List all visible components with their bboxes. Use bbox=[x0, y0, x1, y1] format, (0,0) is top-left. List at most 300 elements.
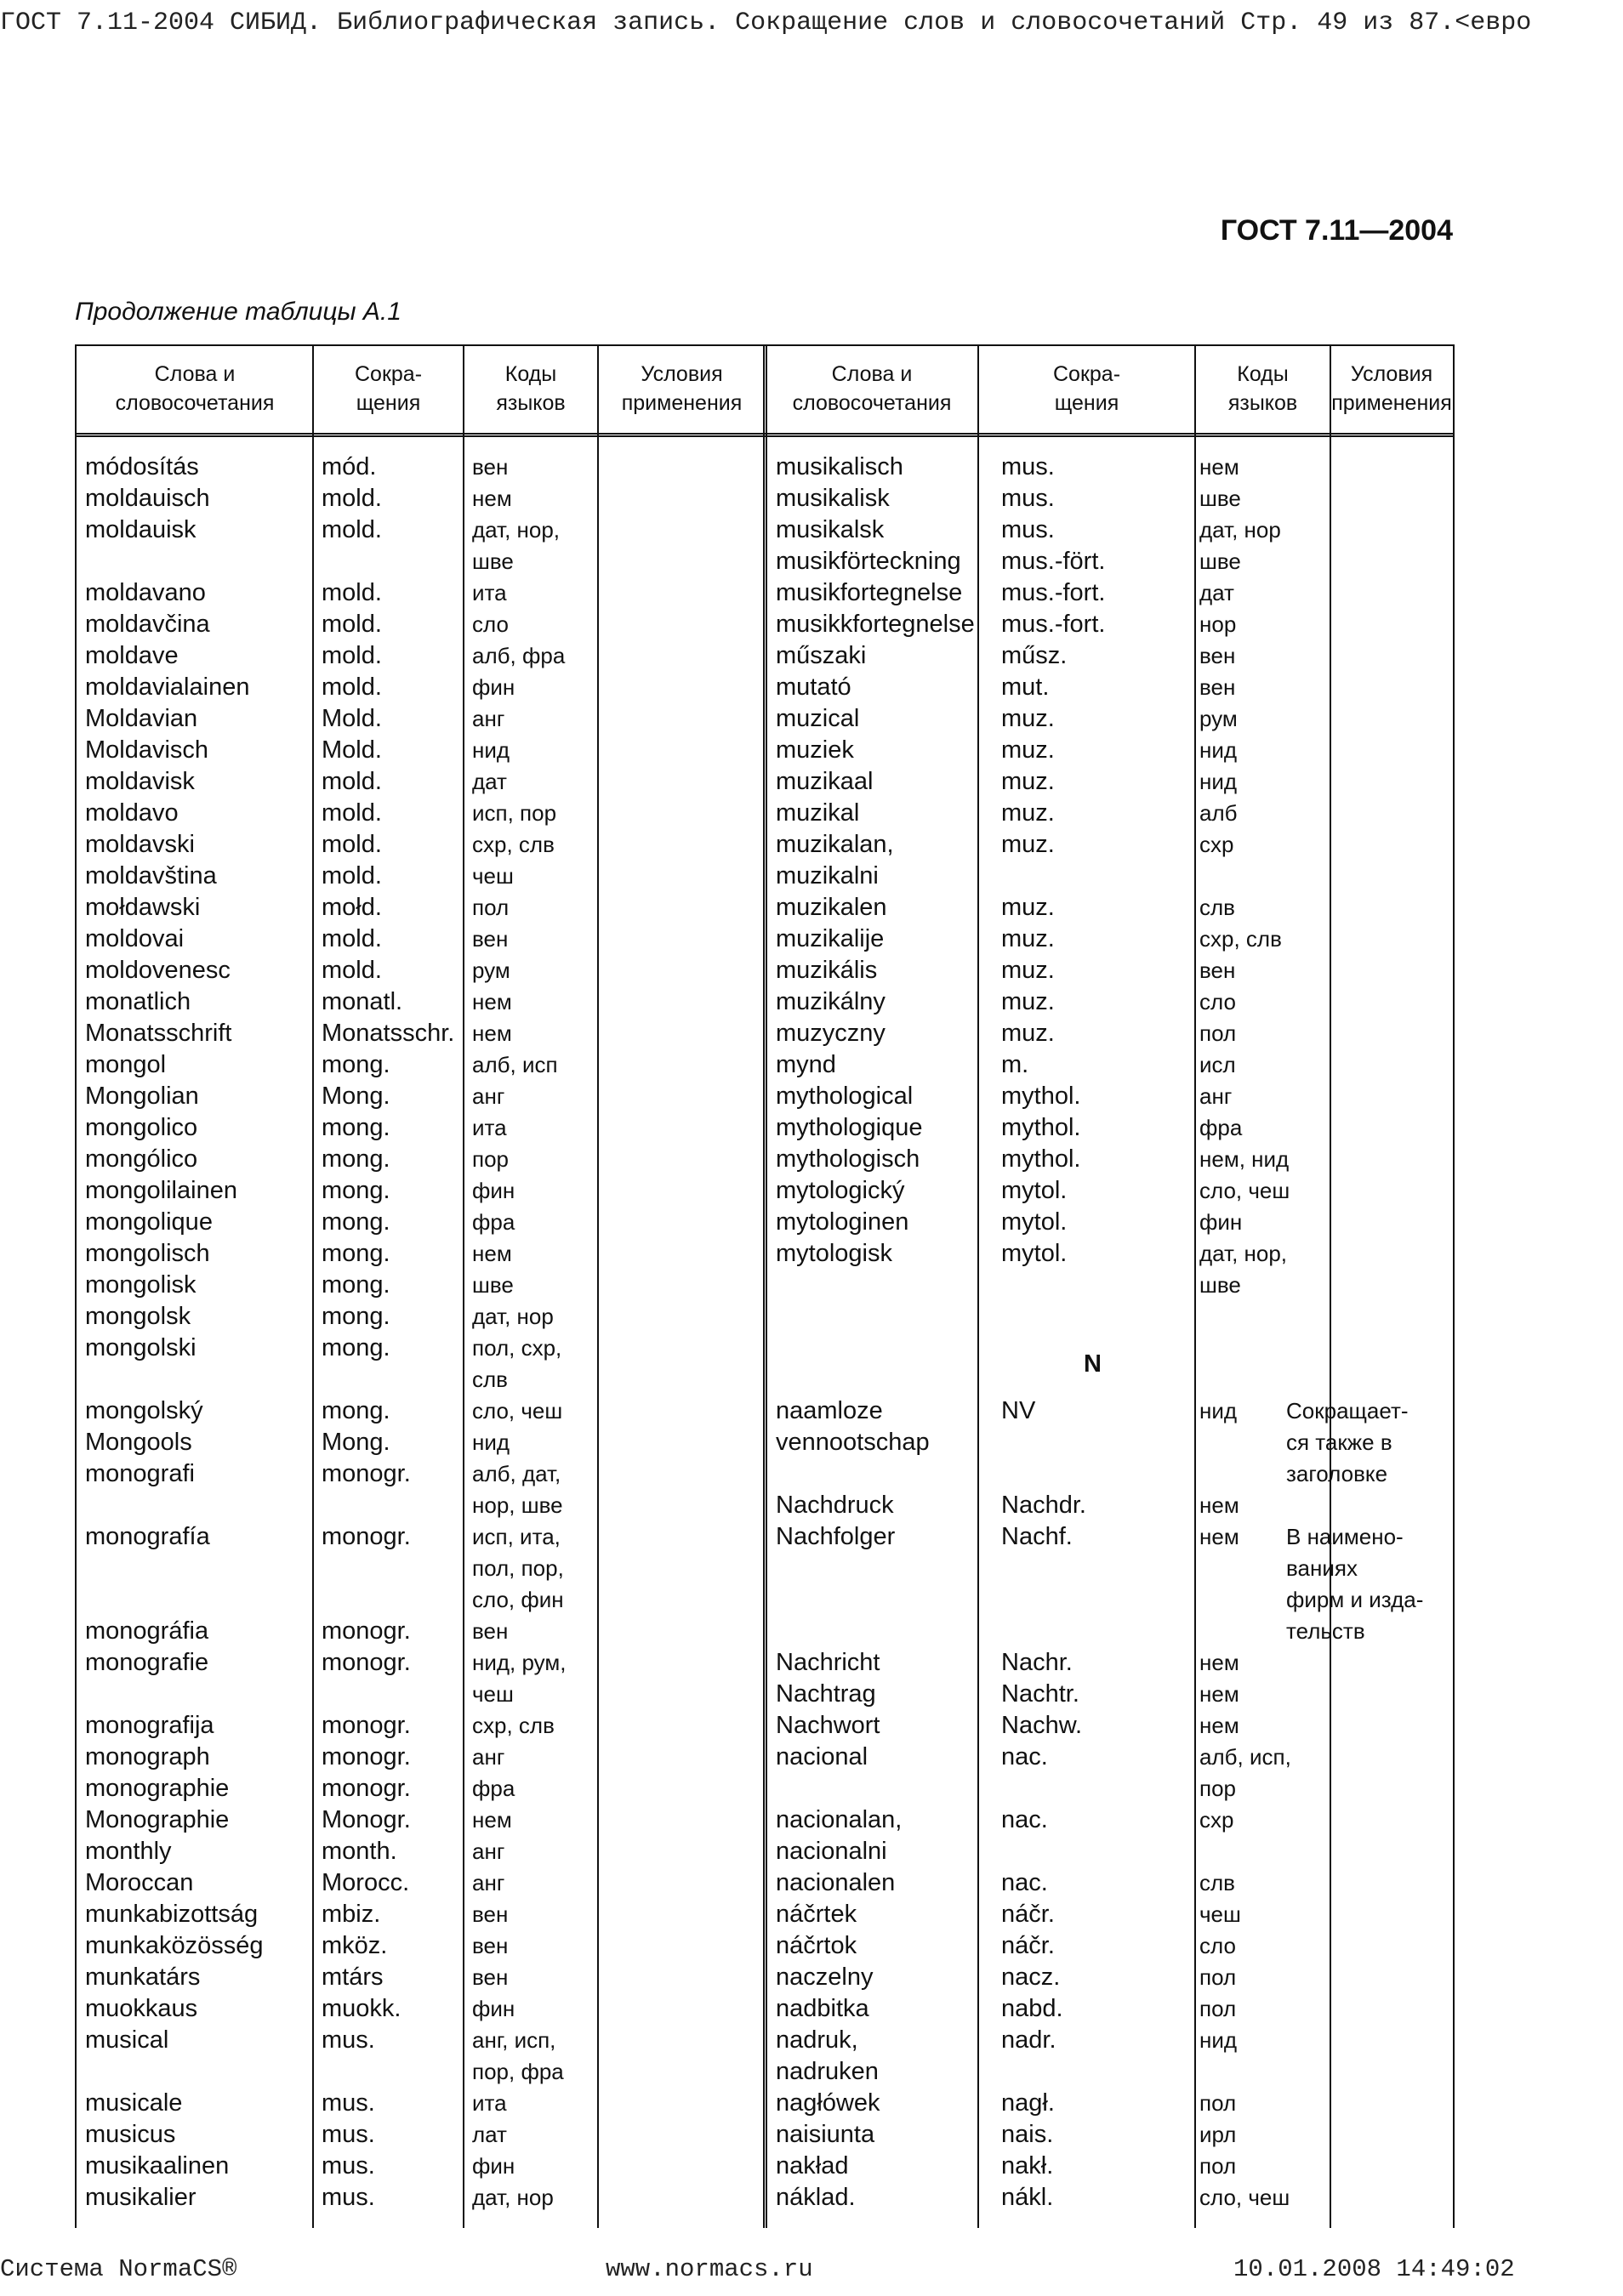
lang-cell: анг bbox=[472, 1870, 505, 1895]
word-cell: monográfia bbox=[85, 1617, 209, 1645]
abbrev-cell: monogr. bbox=[322, 1649, 411, 1676]
word-cell: monografija bbox=[85, 1712, 214, 1739]
lang-cell: шве bbox=[1199, 1272, 1241, 1298]
abbrev-cell: Mold. bbox=[322, 736, 382, 764]
condition-cell: ся также в bbox=[1286, 1429, 1392, 1455]
header-cell: Условия применения bbox=[621, 362, 743, 415]
footer-url: www.normacs.ru bbox=[606, 2255, 813, 2283]
word-cell: Mongools bbox=[85, 1429, 192, 1456]
lang-cell: дат, нор, bbox=[472, 517, 561, 543]
condition-cell: В наимено- bbox=[1286, 1524, 1404, 1549]
word-cell: náčrtok bbox=[776, 1932, 857, 1959]
word-cell: mongolico bbox=[85, 1114, 198, 1141]
word-cell: mongolsk bbox=[85, 1303, 191, 1330]
lang-cell: пор bbox=[1199, 1776, 1236, 1801]
abbrev-cell: nagł. bbox=[1001, 2089, 1055, 2117]
word-cell: monografie bbox=[85, 1649, 209, 1676]
word-cell: munkabizottság bbox=[85, 1901, 259, 1928]
abbrev-cell: nais. bbox=[1001, 2121, 1054, 2148]
footer-system: Система NormaCS® bbox=[0, 2255, 237, 2283]
lang-cell: фра bbox=[472, 1209, 515, 1235]
lang-cell: сло, фин bbox=[472, 1587, 564, 1612]
abbrev-cell: monogr. bbox=[322, 1712, 411, 1739]
lang-cell: вен bbox=[1199, 643, 1236, 668]
abbrev-cell: muz. bbox=[1001, 768, 1055, 795]
lang-cell: алб, исп, bbox=[1199, 1744, 1291, 1770]
column-divider bbox=[977, 344, 979, 2228]
lang-cell: пол bbox=[472, 895, 510, 920]
lang-cell: вен bbox=[1199, 674, 1236, 700]
word-cell: musikförteckning bbox=[776, 548, 961, 575]
abbrev-cell: Morocc. bbox=[322, 1869, 410, 1896]
word-cell: monatlich bbox=[85, 988, 191, 1015]
abbrev-cell: muz. bbox=[1001, 988, 1055, 1015]
word-cell: musicus bbox=[85, 2121, 176, 2148]
lang-cell: нем bbox=[1199, 1713, 1239, 1738]
lang-cell: чеш bbox=[472, 1681, 514, 1707]
lang-cell: пол bbox=[1199, 1996, 1237, 2021]
lang-cell: нем bbox=[472, 1241, 512, 1266]
word-cell: muzikaal bbox=[776, 768, 874, 795]
abbrev-cell: mus. bbox=[322, 2121, 375, 2148]
word-cell: muziek bbox=[776, 736, 854, 764]
abbrev-cell: Monatsschr. bbox=[322, 1020, 455, 1047]
abbrev-cell: nacz. bbox=[1001, 1964, 1061, 1991]
abbrev-cell: mód. bbox=[322, 453, 377, 480]
header-cell: Коды языков bbox=[496, 362, 566, 415]
word-cell: mytologinen bbox=[776, 1208, 909, 1236]
abbrev-cell: muokk. bbox=[322, 1995, 401, 2022]
lang-cell: исп, ита, bbox=[472, 1524, 561, 1549]
lang-cell: ирл bbox=[1199, 2122, 1237, 2147]
word-cell: monograph bbox=[85, 1743, 210, 1770]
lang-cell: нид bbox=[472, 1429, 510, 1455]
abbrev-cell: m. bbox=[1001, 1051, 1029, 1078]
word-cell: munkaközösség bbox=[85, 1932, 264, 1959]
word-cell: musikalisk bbox=[776, 485, 890, 512]
lang-cell: нем bbox=[472, 989, 512, 1014]
lang-cell: нор bbox=[1199, 611, 1237, 637]
word-cell: Mongolian bbox=[85, 1083, 199, 1110]
word-cell: mongol bbox=[85, 1051, 167, 1078]
header-cell: Сокра- щения bbox=[354, 362, 423, 415]
lang-cell: нем bbox=[1199, 1492, 1239, 1518]
abbrev-cell: mus. bbox=[322, 2089, 375, 2117]
lang-cell: сло, чеш bbox=[472, 1398, 563, 1424]
abbrev-cell: monogr. bbox=[322, 1775, 411, 1802]
lang-cell: нем bbox=[1199, 454, 1239, 480]
abbrev-cell: mold. bbox=[322, 862, 382, 889]
lang-cell: шве bbox=[1199, 548, 1241, 574]
word-cell: nagłówek bbox=[776, 2089, 880, 2117]
word-cell: nacionalen bbox=[776, 1869, 896, 1896]
lang-cell: схр, слв bbox=[1199, 926, 1282, 952]
abbrev-cell: mong. bbox=[322, 1271, 390, 1299]
abbrev-cell: nac. bbox=[1001, 1806, 1048, 1833]
word-cell: Nachtrag bbox=[776, 1680, 876, 1708]
abbrev-cell: Nachdr. bbox=[1001, 1492, 1086, 1519]
abbrev-cell: mytol. bbox=[1001, 1208, 1068, 1236]
document-code: ГОСТ 7.11—2004 bbox=[1220, 214, 1453, 247]
abbrev-cell: Nachf. bbox=[1001, 1523, 1073, 1550]
word-cell: muzikálny bbox=[776, 988, 886, 1015]
lang-cell: фин bbox=[472, 2153, 515, 2179]
word-cell: monografi bbox=[85, 1460, 195, 1487]
word-cell: naczelny bbox=[776, 1964, 874, 1991]
word-cell: nadruk, bbox=[776, 2026, 858, 2054]
abbrev-cell: mold. bbox=[322, 925, 382, 952]
abbrev-cell: mythol. bbox=[1001, 1083, 1081, 1110]
abbrev-cell: nac. bbox=[1001, 1743, 1048, 1770]
word-cell: Nachricht bbox=[776, 1649, 880, 1676]
lang-cell: шве bbox=[1199, 486, 1241, 511]
lang-cell: алб, фра bbox=[472, 643, 566, 668]
abbrev-cell: nákl. bbox=[1001, 2184, 1054, 2211]
abbrev-cell: nac. bbox=[1001, 1869, 1048, 1896]
lang-cell: алб, исп bbox=[472, 1052, 558, 1077]
word-cell: nadruken bbox=[776, 2058, 879, 2085]
lang-cell: вен bbox=[472, 1901, 509, 1927]
lang-cell: сло, чеш bbox=[1199, 2185, 1290, 2210]
header-cell: Сокра- щения bbox=[1052, 362, 1121, 415]
word-cell: musikfortegnelse bbox=[776, 579, 963, 606]
abbrev-cell: muz. bbox=[1001, 799, 1055, 827]
abbrev-cell: muz. bbox=[1001, 736, 1055, 764]
word-cell: muzikalije bbox=[776, 925, 885, 952]
abbrev-cell: monogr. bbox=[322, 1460, 411, 1487]
word-cell: mongolský bbox=[85, 1397, 203, 1424]
abbrev-cell: mold. bbox=[322, 831, 382, 858]
word-cell: mołdawski bbox=[85, 894, 201, 921]
abbrev-cell: Mong. bbox=[322, 1083, 390, 1110]
abbrev-cell: mut. bbox=[1001, 673, 1050, 701]
condition-cell: тельств bbox=[1286, 1618, 1365, 1644]
lang-cell: фин bbox=[472, 674, 515, 700]
word-cell: moldavisk bbox=[85, 768, 195, 795]
word-cell: mongólico bbox=[85, 1145, 198, 1173]
abbrev-cell: mus. bbox=[1001, 516, 1055, 543]
word-cell: nacionalni bbox=[776, 1838, 887, 1865]
section-letter: N bbox=[1084, 1350, 1102, 1378]
abbrev-cell: náčr. bbox=[1001, 1932, 1055, 1959]
lang-cell: чеш bbox=[1199, 1901, 1241, 1927]
word-cell: naisiunta bbox=[776, 2121, 875, 2148]
lang-cell: дат, нор, bbox=[1199, 1241, 1288, 1266]
abbrev-cell: monogr. bbox=[322, 1743, 411, 1770]
abbrev-cell: mong. bbox=[322, 1397, 390, 1424]
word-cell: musikalisch bbox=[776, 453, 903, 480]
abbrev-cell: mong. bbox=[322, 1334, 390, 1361]
lang-cell: пол bbox=[1199, 2090, 1237, 2116]
abbrev-cell: Monogr. bbox=[322, 1806, 411, 1833]
word-cell: Nachwort bbox=[776, 1712, 880, 1739]
lang-cell: нид bbox=[472, 737, 510, 763]
lang-cell: исп, пор bbox=[472, 800, 557, 826]
abbrev-cell: mus.-fort. bbox=[1001, 579, 1106, 606]
word-cell: Moldavian bbox=[85, 705, 198, 732]
word-cell: monographie bbox=[85, 1775, 230, 1802]
lang-cell: фин bbox=[472, 1996, 515, 2021]
abbrev-cell: mold. bbox=[322, 611, 382, 638]
lang-cell: анг bbox=[472, 1083, 505, 1109]
column-divider bbox=[1194, 344, 1196, 2228]
word-cell: moldavski bbox=[85, 831, 195, 858]
lang-cell: рум bbox=[472, 958, 510, 983]
lang-cell: пор, фра bbox=[472, 2059, 564, 2084]
word-cell: musikalsk bbox=[776, 516, 885, 543]
abbrev-cell: mus. bbox=[322, 2152, 375, 2179]
lang-cell: анг bbox=[472, 1839, 505, 1864]
abbrev-cell: mold. bbox=[322, 579, 382, 606]
lang-cell: ита bbox=[472, 580, 507, 605]
abbrev-cell: Nachw. bbox=[1001, 1712, 1083, 1739]
abbrev-cell: mong. bbox=[322, 1177, 390, 1204]
lang-cell: алб, дат, bbox=[472, 1461, 561, 1486]
word-cell: moldovai bbox=[85, 925, 185, 952]
lang-cell: пол, пор, bbox=[472, 1555, 564, 1581]
lang-cell: сло bbox=[1199, 989, 1236, 1014]
abbrev-cell: mold. bbox=[322, 957, 382, 984]
page-top-bar: ГОСТ 7.11-2004 СИБИД. Библиографическая запись. Сокращение слов и словосочетаний Стр. 49 из 87.<евро bbox=[0, 9, 1532, 37]
lang-cell: дат bbox=[1199, 580, 1234, 605]
abbrev-cell: mköz. bbox=[322, 1932, 388, 1959]
abbrev-cell: NV bbox=[1001, 1397, 1036, 1424]
abbreviation-table bbox=[75, 344, 1455, 2228]
word-cell: musikalier bbox=[85, 2184, 196, 2211]
word-cell: Nachfolger bbox=[776, 1523, 896, 1550]
word-cell: műszaki bbox=[776, 642, 867, 669]
abbrev-cell: náčr. bbox=[1001, 1901, 1055, 1928]
abbrev-cell: mtárs bbox=[322, 1964, 384, 1991]
abbrev-cell: mold. bbox=[322, 768, 382, 795]
lang-cell: нид bbox=[1199, 769, 1238, 794]
word-cell: Moroccan bbox=[85, 1869, 194, 1896]
lang-cell: алб bbox=[1199, 800, 1238, 826]
abbrev-cell: mus.-fört. bbox=[1001, 548, 1106, 575]
word-cell: Nachdruck bbox=[776, 1492, 894, 1519]
lang-cell: нид, рум, bbox=[472, 1650, 567, 1675]
header-cell: Слова и словосочетания bbox=[792, 362, 952, 415]
lang-cell: ита bbox=[472, 2090, 507, 2116]
word-cell: mythological bbox=[776, 1083, 914, 1110]
lang-cell: нид bbox=[1199, 2027, 1238, 2053]
column-divider bbox=[1330, 344, 1331, 2228]
word-cell: náklad. bbox=[776, 2184, 856, 2211]
word-cell: nakład bbox=[776, 2152, 849, 2179]
word-cell: musikkfortegnelse bbox=[776, 611, 975, 638]
lang-cell: фра bbox=[472, 1776, 515, 1801]
column-divider bbox=[463, 344, 464, 2228]
abbrev-cell: nabd. bbox=[1001, 1995, 1063, 2022]
lang-cell: нем bbox=[472, 486, 512, 511]
word-cell: mongolique bbox=[85, 1208, 213, 1236]
lang-cell: пол bbox=[1199, 2153, 1237, 2179]
word-cell: vennootschap bbox=[776, 1429, 930, 1456]
header-cell: Коды языков bbox=[1227, 362, 1298, 415]
abbrev-cell: mold. bbox=[322, 516, 382, 543]
abbrev-cell: monogr. bbox=[322, 1617, 411, 1645]
abbrev-cell: monogr. bbox=[322, 1523, 411, 1550]
word-cell: mutató bbox=[776, 673, 851, 701]
lang-cell: нем bbox=[1199, 1681, 1239, 1707]
lang-cell: сло bbox=[1199, 1933, 1236, 1958]
abbrev-cell: nadr. bbox=[1001, 2026, 1056, 2054]
lang-cell: вен bbox=[472, 454, 509, 480]
column-divider bbox=[763, 344, 767, 2228]
abbrev-cell: mus. bbox=[322, 2026, 375, 2054]
word-cell: muzikal bbox=[776, 799, 860, 827]
word-cell: moldavština bbox=[85, 862, 217, 889]
lang-cell: дат, нор bbox=[472, 2185, 554, 2210]
lang-cell: нем bbox=[472, 1020, 512, 1046]
lang-cell: вен bbox=[472, 1933, 509, 1958]
lang-cell: нем, нид bbox=[1199, 1146, 1290, 1172]
abbrev-cell: muz. bbox=[1001, 831, 1055, 858]
condition-cell: Сокращает- bbox=[1286, 1398, 1409, 1424]
abbrev-cell: mong. bbox=[322, 1114, 390, 1141]
lang-cell: слв bbox=[1199, 1870, 1235, 1895]
lang-cell: анг bbox=[472, 1744, 505, 1770]
word-cell: muokkaus bbox=[85, 1995, 198, 2022]
lang-cell: чеш bbox=[472, 863, 514, 889]
lang-cell: нид bbox=[1199, 737, 1238, 763]
word-cell: mynd bbox=[776, 1051, 836, 1078]
lang-cell: шве bbox=[472, 1272, 514, 1298]
word-cell: mongolisk bbox=[85, 1271, 196, 1299]
word-cell: muzical bbox=[776, 705, 860, 732]
lang-cell: анг, исп, bbox=[472, 2027, 556, 2053]
word-cell: moldauisch bbox=[85, 485, 210, 512]
abbrev-cell: mong. bbox=[322, 1051, 390, 1078]
abbrev-cell: Mold. bbox=[322, 705, 382, 732]
word-cell: nacionalan, bbox=[776, 1806, 903, 1833]
footer-timestamp: 10.01.2008 14:49:02 bbox=[1233, 2255, 1515, 2283]
word-cell: nacional bbox=[776, 1743, 868, 1770]
lang-cell: схр, слв bbox=[472, 1713, 555, 1738]
word-cell: módosítás bbox=[85, 453, 199, 480]
lang-cell: дат bbox=[472, 769, 507, 794]
word-cell: mytologický bbox=[776, 1177, 905, 1204]
word-cell: moldauisk bbox=[85, 516, 196, 543]
abbrev-cell: mbiz. bbox=[322, 1901, 381, 1928]
lang-cell: вен bbox=[472, 926, 509, 952]
lang-cell: схр bbox=[1199, 832, 1234, 857]
abbrev-cell: Nachr. bbox=[1001, 1649, 1073, 1676]
lang-cell: вен bbox=[472, 1618, 509, 1644]
abbrev-cell: mytol. bbox=[1001, 1177, 1068, 1204]
abbrev-cell: mong. bbox=[322, 1303, 390, 1330]
lang-cell: вен bbox=[472, 1964, 509, 1990]
lang-cell: анг bbox=[472, 706, 505, 731]
abbrev-cell: Nachtr. bbox=[1001, 1680, 1079, 1708]
word-cell: moldovenesc bbox=[85, 957, 231, 984]
abbrev-cell: muz. bbox=[1001, 894, 1055, 921]
word-cell: mythologique bbox=[776, 1114, 923, 1141]
word-cell: monografía bbox=[85, 1523, 210, 1550]
abbrev-cell: mold. bbox=[322, 673, 382, 701]
lang-cell: нем bbox=[472, 1807, 512, 1833]
lang-cell: шве bbox=[472, 548, 514, 574]
abbrev-cell: month. bbox=[322, 1838, 397, 1865]
lang-cell: фра bbox=[1199, 1115, 1243, 1140]
lang-cell: нид bbox=[1199, 1398, 1238, 1424]
word-cell: nadbitka bbox=[776, 1995, 869, 2022]
lang-cell: слв bbox=[472, 1367, 508, 1392]
lang-cell: исл bbox=[1199, 1052, 1236, 1077]
word-cell: muzikalni bbox=[776, 862, 879, 889]
lang-cell: пол bbox=[1199, 1020, 1237, 1046]
word-cell: mongolisch bbox=[85, 1240, 210, 1267]
word-cell: musicale bbox=[85, 2089, 183, 2117]
abbrev-cell: Mong. bbox=[322, 1429, 390, 1456]
lang-cell: сло, чеш bbox=[1199, 1178, 1290, 1203]
word-cell: moldavano bbox=[85, 579, 206, 606]
lang-cell: ита bbox=[472, 1115, 507, 1140]
word-cell: munkatárs bbox=[85, 1964, 201, 1991]
header-cell: Условия применения bbox=[1331, 362, 1452, 415]
lang-cell: вен bbox=[1199, 958, 1236, 983]
word-cell: Monographie bbox=[85, 1806, 230, 1833]
word-cell: naamloze bbox=[776, 1397, 883, 1424]
lang-cell: фин bbox=[472, 1178, 515, 1203]
header-cell: Слова и словосочетания bbox=[115, 362, 275, 415]
lang-cell: лат bbox=[472, 2122, 507, 2147]
word-cell: muzikalen bbox=[776, 894, 887, 921]
lang-cell: дат, нор bbox=[472, 1304, 554, 1329]
word-cell: musical bbox=[85, 2026, 169, 2054]
lang-cell: нем bbox=[1199, 1650, 1239, 1675]
abbrev-cell: mong. bbox=[322, 1145, 390, 1173]
word-cell: moldave bbox=[85, 642, 179, 669]
lang-cell: нем bbox=[1199, 1524, 1239, 1549]
column-divider bbox=[597, 344, 599, 2228]
abbrev-cell: mythol. bbox=[1001, 1145, 1081, 1173]
word-cell: muzikális bbox=[776, 957, 878, 984]
lang-cell: дат, нор bbox=[1199, 517, 1281, 543]
lang-cell: схр bbox=[1199, 1807, 1234, 1833]
abbrev-cell: mus. bbox=[1001, 485, 1055, 512]
word-cell: Monatsschrift bbox=[85, 1020, 232, 1047]
lang-cell: пол bbox=[1199, 1964, 1237, 1990]
word-cell: náčrtek bbox=[776, 1901, 857, 1928]
condition-cell: заголовке bbox=[1286, 1461, 1388, 1486]
abbrev-cell: muz. bbox=[1001, 925, 1055, 952]
abbrev-cell: műsz. bbox=[1001, 642, 1068, 669]
word-cell: moldavialainen bbox=[85, 673, 250, 701]
abbrev-cell: muz. bbox=[1001, 957, 1055, 984]
table-caption: Продолжение таблицы А.1 bbox=[75, 298, 401, 326]
abbrev-cell: mong. bbox=[322, 1240, 390, 1267]
abbrev-cell: mytol. bbox=[1001, 1240, 1068, 1267]
abbrev-cell: muz. bbox=[1001, 705, 1055, 732]
abbrev-cell: mus.-fort. bbox=[1001, 611, 1106, 638]
word-cell: musikaalinen bbox=[85, 2152, 230, 2179]
word-cell: mongolilainen bbox=[85, 1177, 237, 1204]
lang-cell: слв bbox=[1199, 895, 1235, 920]
abbrev-cell: monatl. bbox=[322, 988, 403, 1015]
condition-cell: ваниях bbox=[1286, 1555, 1358, 1581]
abbrev-cell: mus. bbox=[322, 2184, 375, 2211]
word-cell: monthly bbox=[85, 1838, 172, 1865]
column-divider bbox=[312, 344, 314, 2228]
lang-cell: анг bbox=[1199, 1083, 1233, 1109]
lang-cell: пол, схр, bbox=[472, 1335, 562, 1361]
abbrev-cell: mong. bbox=[322, 1208, 390, 1236]
lang-cell: схр, слв bbox=[472, 832, 555, 857]
word-cell: mythologisch bbox=[776, 1145, 920, 1173]
word-cell: moldavčina bbox=[85, 611, 210, 638]
abbrev-cell: mold. bbox=[322, 799, 382, 827]
